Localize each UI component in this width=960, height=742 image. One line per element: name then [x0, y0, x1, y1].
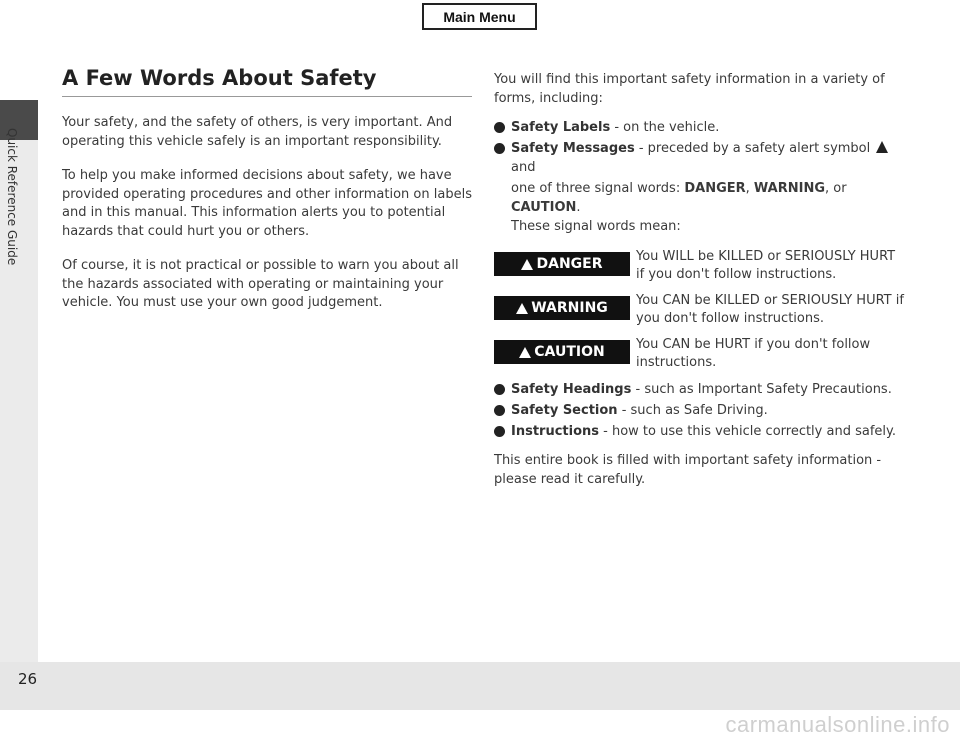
- paragraph-2: To help you make informed decisions about safety, we have provided operating procedures and other information on labels and in this manual. This information alerts you to potential hazards that could hurt you or others.: [62, 168, 472, 239]
- bullet-text-end: and: [511, 160, 536, 175]
- bullet-dot-icon: [494, 384, 505, 395]
- more-bullets: [494, 380, 904, 441]
- closing-text: This entire book is filled with important safety information - please read it carefully.: [494, 453, 882, 487]
- word-caution: CAUTION: [511, 200, 577, 215]
- caution-label-text: CAUTION: [534, 343, 605, 360]
- bullet-text: - preceded by a safety alert symbol: [634, 141, 875, 156]
- bullet-text: - on the vehicle.: [610, 120, 720, 135]
- bullet-safety-section: [494, 401, 904, 420]
- caution-text: You CAN be HURT if you don't follow instructions.: [636, 337, 871, 370]
- bullet-bold: Safety Messages: [511, 141, 635, 156]
- watermark: carmanualsonline.info: [725, 712, 950, 737]
- page-number: 26: [18, 670, 38, 688]
- signal-words-line: [494, 179, 904, 217]
- bullet-bold: Instructions: [511, 424, 600, 439]
- paragraph-1: Your safety, and the safety of others, is very important. And operating this vehicle safely is an important responsibility.: [62, 115, 453, 149]
- sidebar-label: Quick Reference Guide: [5, 128, 19, 266]
- warning-label-text: WARNING: [531, 299, 608, 316]
- danger-label: [494, 252, 630, 276]
- signal-words-block: [494, 248, 904, 371]
- bullet-bold: Safety Section: [511, 403, 618, 418]
- footer-bar: [0, 662, 960, 710]
- period: .: [576, 200, 581, 215]
- word-danger: DANGER: [684, 181, 746, 196]
- warning-text: You CAN be KILLED or SERIOUSLY HURT if you don't follow instructions.: [636, 293, 904, 326]
- signal-row-warning: [494, 292, 904, 327]
- danger-text: You WILL be KILLED or SERIOUSLY HURT if you don't follow instructions.: [636, 249, 896, 282]
- signal-row-danger: [494, 248, 904, 283]
- danger-label-text: DANGER: [536, 255, 603, 272]
- sep: ,: [745, 181, 754, 196]
- bullet-dot-icon: [494, 122, 505, 133]
- bullet-safety-headings: [494, 380, 904, 399]
- safety-alert-icon: [876, 141, 888, 153]
- bullet-instructions: [494, 422, 904, 441]
- caution-label: [494, 340, 630, 364]
- left-column: [62, 66, 472, 313]
- alert-triangle-icon: [519, 347, 531, 358]
- bullet-dot-icon: [494, 426, 505, 437]
- intro-text: You will find this important safety information in a variety of forms, including:: [494, 72, 885, 106]
- signal-words-intro: These signal words mean:: [511, 219, 681, 234]
- page-title: A Few Words About Safety: [62, 66, 472, 97]
- word-warning: WARNING: [753, 181, 825, 196]
- bullet-text: - such as Safe Driving.: [617, 403, 768, 418]
- bullet-dot-icon: [494, 405, 505, 416]
- sep: , or: [825, 181, 847, 196]
- main-menu-button[interactable]: Main Menu: [422, 3, 537, 30]
- bullet-dot-icon: [494, 143, 505, 154]
- bullet-safety-labels: [494, 118, 904, 137]
- alert-triangle-icon: [516, 303, 528, 314]
- bullet-text: - such as Important Safety Precautions.: [631, 382, 892, 397]
- alert-triangle-icon: [521, 259, 533, 270]
- signal-words-prefix: one of three signal words:: [511, 181, 685, 196]
- bullet-safety-messages: [494, 139, 904, 177]
- right-column: [494, 70, 904, 502]
- bullet-bold: Safety Headings: [511, 382, 632, 397]
- bullet-bold: Safety Labels: [511, 120, 611, 135]
- warning-label: [494, 296, 630, 320]
- signal-row-caution: [494, 336, 904, 371]
- paragraph-3: Of course, it is not practical or possible to warn you about all the hazards associated with operating or maintaining your vehicle. You must use your own good judgement.: [62, 258, 459, 310]
- bullet-text: - how to use this vehicle correctly and safely.: [599, 424, 896, 439]
